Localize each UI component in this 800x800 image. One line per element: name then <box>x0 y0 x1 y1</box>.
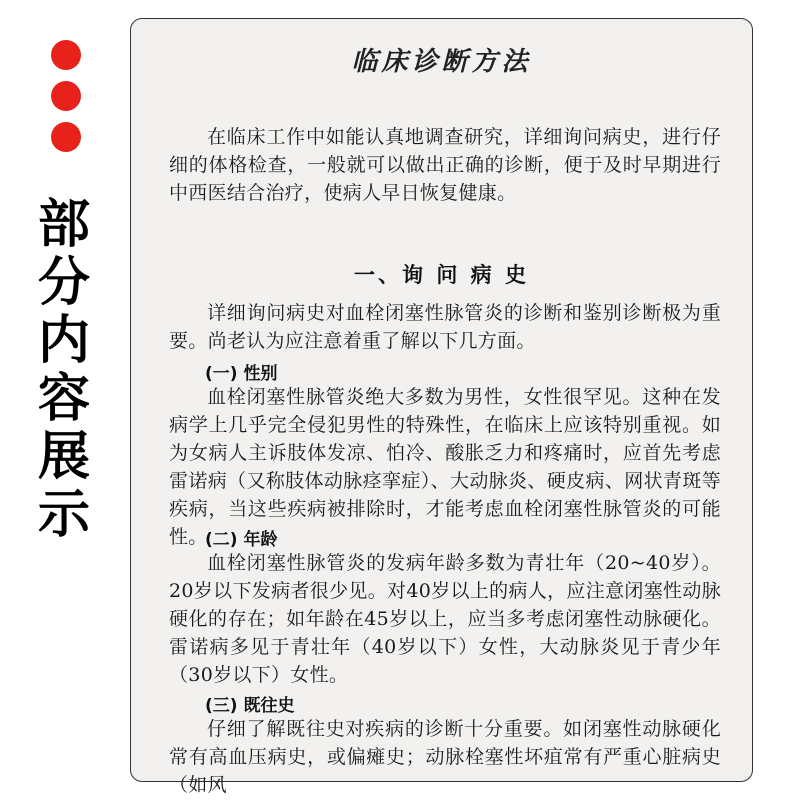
history-paragraph: 仔细了解既往史对疾病的诊断十分重要。如闭塞性动脉硬化常有高血压病史，或偏瘫史；动脉栓塞性坏疽常有严重心脏病史（如风 <box>169 718 721 796</box>
red-dot-icon <box>51 122 81 152</box>
section-intro-paragraph: 详细询问病史对血栓闭塞性脉管炎的诊断和鉴别诊断极为重要。尚老认为应注意着重了解以下几方面。 <box>169 302 721 352</box>
side-title <box>32 196 96 544</box>
subsection-title-history: (三) 既往史 <box>205 696 295 716</box>
decorative-dots <box>46 40 86 163</box>
gender-paragraph: 血栓闭塞性脉管炎绝大多数为男性，女性很罕见。这种在发病学上几乎完全侵犯男性的特殊性，在临床上应该特别重视。如为女病人主诉肢体发凉、怕冷、酸胀乏力和疼痛时，应首先考虑雷诺病（又称肢体动脉痉挛症）、大动脉炎、硬皮病、网状青斑等疾病，当这些疾病被排除时，才能考虑血栓闭塞性脉管炎的可能性。 <box>169 386 721 548</box>
age-paragraph: 血栓闭塞性脉管炎的发病年龄多数为青壮年（20~40岁）。20岁以下发病者很少见。对40岁以上的病人，应注意闭塞性动脉硬化的存在；如年龄在45岁以上，应当多考虑闭塞性动脉硬化。雷诺病多见于青壮年（40岁以下）女性，大动脉炎见于青少年（30岁以下）女性。 <box>169 552 721 686</box>
side-title-char: 部 <box>37 195 90 255</box>
side-title-char: 展 <box>37 427 90 487</box>
intro-paragraph: 在临床工作中如能认真地调查研究，详细询问病史，进行仔细的体格检查，一般就可以做出正确的诊断，便于及时早期进行中西医结合治疗，使病人早日恢复健康。 <box>169 126 721 204</box>
section-title: 一、询 问 病 史 <box>354 263 529 287</box>
subsection-title-gender: (一) 性别 <box>205 364 278 384</box>
side-title-char: 内 <box>37 311 90 371</box>
side-title-char: 示 <box>37 485 90 545</box>
page-scan-card <box>130 18 753 796</box>
red-dot-icon <box>51 81 81 111</box>
subsection-title-age: (二) 年龄 <box>205 530 278 550</box>
side-title-char: 分 <box>37 253 90 313</box>
side-title-char: 容 <box>37 369 90 429</box>
chapter-title: 临床诊断方法 <box>351 47 532 77</box>
red-dot-icon <box>51 40 81 70</box>
book-page <box>131 19 752 796</box>
